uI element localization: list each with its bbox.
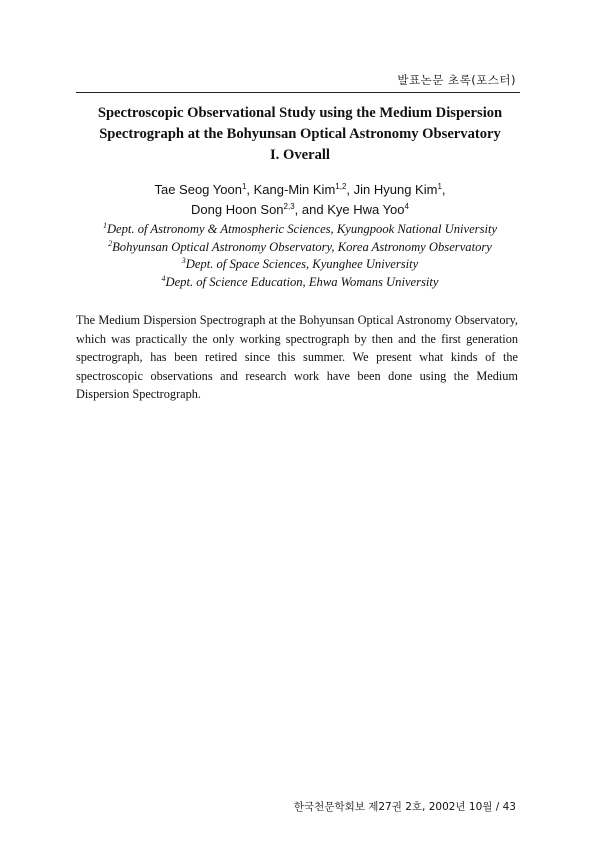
paper-title-line-1: Spectroscopic Observational Study using the Medium Dispersion [97,105,503,121]
author-separator: , [346,182,354,197]
author-name: Dong Hoon Son [191,202,284,217]
author-line-2 [60,200,540,220]
author-separator: , [246,182,254,197]
author-name: Kang-Min Kim [253,182,336,197]
author-affiliation-mark: 1,2 [335,182,347,191]
author-separator: , and [294,202,328,217]
author-separator: , [441,182,446,197]
affiliation-mark: 4 [161,273,166,283]
paper-title [60,103,540,145]
author-affiliation-mark: 4 [404,202,409,211]
author-affiliation-mark: 1 [241,182,247,191]
affiliation-mark: 1 [102,221,107,230]
affiliation-item [60,256,540,274]
section-header-label: 발표논문 초록(포스터) [397,73,516,87]
author-name: Tae Seog Yoon [154,182,242,197]
header-divider [76,92,520,93]
affiliation-item [60,221,540,239]
author-name: Kye Hwa Yoo [327,202,405,217]
author-list [60,180,540,220]
author-line-1 [60,180,540,200]
author-affiliation-mark: 2,3 [283,202,295,211]
journal-citation-footer: 한국천문학회보 제27권 2호, 2002년 10월 / 43 [293,801,516,813]
affiliation-mark: 3 [181,256,186,265]
author-name: Jin Hyung Kim [353,182,438,197]
paper-subtitle: I. Overall [270,147,330,163]
affiliation-text: Dept. of Science Education, Ehwa Womans University [165,274,439,289]
paper-title-line-2: Spectrograph at the Bohyunsan Optical Astronomy Observatory [99,126,501,142]
author-affiliation-mark: 1 [437,182,442,191]
abstract-body: The Medium Dispersion Spectrograph at the Bohyunsan Optical Astronomy Observatory, which was practically the only working spectrograph by then and the first generation spectrograph, has been retired since this summer. We present what kinds of the spectroscopic observations and research work have been done using the Medium Dispersion Spectrograph. [76,313,518,402]
affiliation-list [60,221,540,291]
affiliation-item [60,274,540,292]
affiliation-item [60,239,540,257]
affiliation-text: Dept. of Astronomy & Atmospheric Sciences, Kyungpook National University [106,222,498,236]
affiliation-text: Dept. of Space Sciences, Kyunghee University [185,257,419,271]
affiliation-text: Bohyunsan Optical Astronomy Observatory, Korea Astronomy Observatory [112,239,492,254]
affiliation-mark: 2 [108,238,113,248]
